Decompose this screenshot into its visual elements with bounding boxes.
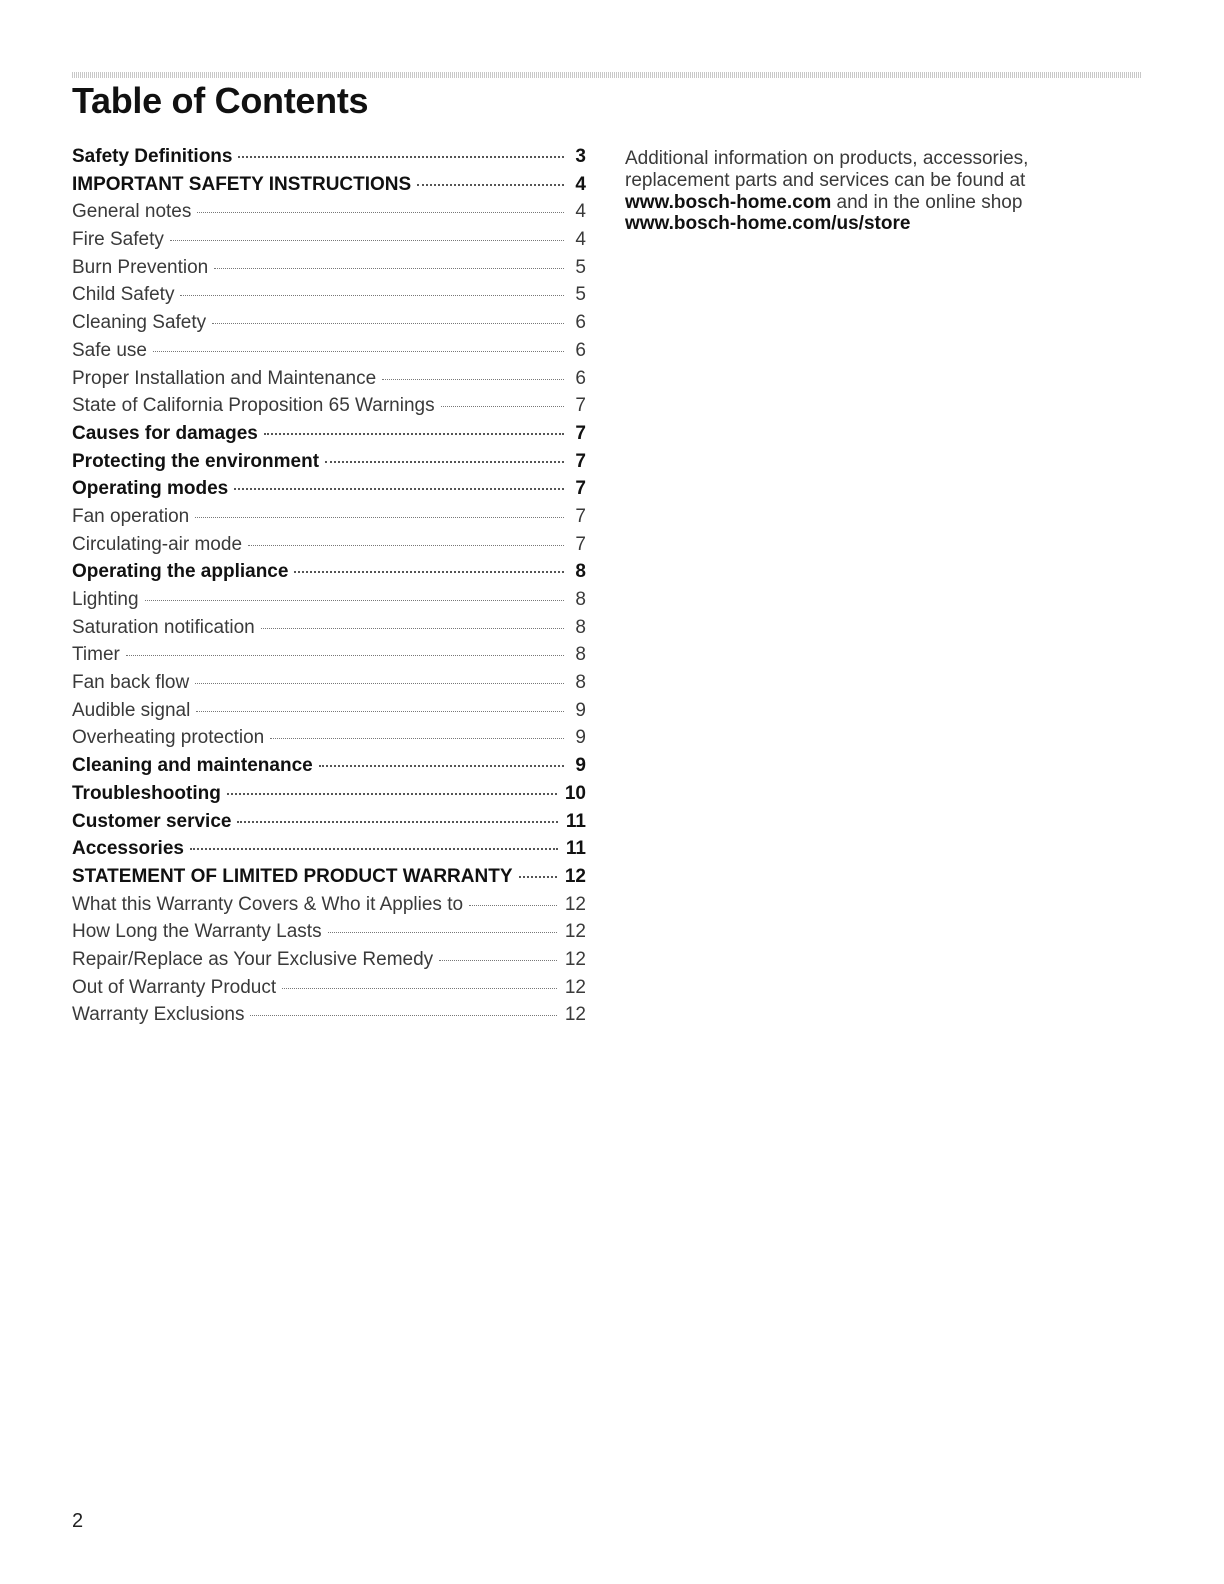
toc-entry-label: Timer xyxy=(72,644,120,666)
toc-dot-leader xyxy=(469,894,557,905)
toc-entry-label: Circulating-air mode xyxy=(72,533,243,555)
toc-entry-label: Operating the appliance xyxy=(72,561,289,583)
toc-entry[interactable] xyxy=(72,755,586,783)
toc-entry[interactable] xyxy=(72,229,586,257)
toc-entry-label: Saturation notification xyxy=(72,616,255,638)
toc-entry[interactable] xyxy=(72,644,586,672)
toc-entry-page: 6 xyxy=(575,367,586,389)
bosch-home-link[interactable]: www.bosch-home.com xyxy=(625,191,832,213)
table-of-contents xyxy=(72,146,586,1032)
toc-entry-label: Burn Prevention xyxy=(72,256,209,278)
toc-entry-page: 12 xyxy=(564,893,586,915)
toc-dot-leader xyxy=(439,950,557,961)
toc-dot-leader xyxy=(237,810,557,822)
toc-entry-page: 4 xyxy=(575,173,586,195)
page-title: Table of Contents xyxy=(72,80,369,121)
toc-entry[interactable] xyxy=(72,423,586,451)
toc-dot-leader xyxy=(270,728,564,739)
toc-entry-label: State of California Proposition 65 Warnings xyxy=(72,395,435,417)
toc-entry-label: General notes xyxy=(72,201,192,223)
toc-entry-label: Cleaning and maintenance xyxy=(72,755,313,777)
toc-dot-leader xyxy=(180,285,564,296)
toc-entry[interactable] xyxy=(72,146,586,174)
toc-entry-label: Fan operation xyxy=(72,505,190,527)
toc-dot-leader xyxy=(126,645,564,656)
toc-entry-page: 9 xyxy=(575,699,586,721)
top-rule xyxy=(72,72,1142,78)
toc-entry-label: IMPORTANT SAFETY INSTRUCTIONS xyxy=(72,173,412,195)
toc-entry-page: 5 xyxy=(575,256,586,278)
toc-entry[interactable] xyxy=(72,589,586,617)
toc-entry[interactable] xyxy=(72,312,586,340)
toc-entry[interactable] xyxy=(72,672,586,700)
toc-dot-leader xyxy=(195,507,564,518)
toc-dot-leader xyxy=(264,422,564,434)
toc-entry[interactable] xyxy=(72,949,586,977)
page-number: 2 xyxy=(72,1510,84,1532)
toc-dot-leader xyxy=(319,755,564,767)
toc-entry-label: Troubleshooting xyxy=(72,782,221,804)
toc-entry-page: 12 xyxy=(564,1004,586,1026)
toc-dot-leader xyxy=(282,977,557,988)
toc-dot-leader xyxy=(170,230,564,241)
toc-entry-page: 4 xyxy=(575,229,586,251)
toc-dot-leader xyxy=(294,561,564,573)
toc-entry[interactable] xyxy=(72,977,586,1005)
toc-dot-leader xyxy=(325,450,564,462)
toc-entry[interactable] xyxy=(72,257,586,285)
toc-entry[interactable] xyxy=(72,478,586,506)
toc-entry-page: 7 xyxy=(575,450,586,472)
additional-info xyxy=(625,148,1095,235)
toc-entry-page: 12 xyxy=(564,948,586,970)
toc-entry-label: Repair/Replace as Your Exclusive Remedy xyxy=(72,948,434,970)
toc-entry[interactable] xyxy=(72,451,586,479)
toc-entry[interactable] xyxy=(72,866,586,894)
toc-entry-page: 4 xyxy=(575,201,586,223)
toc-entry[interactable] xyxy=(72,700,586,728)
toc-entry[interactable] xyxy=(72,534,586,562)
toc-dot-leader xyxy=(227,782,557,794)
toc-entry[interactable] xyxy=(72,894,586,922)
toc-entry-label: What this Warranty Covers & Who it Applies to xyxy=(72,893,464,915)
toc-dot-leader xyxy=(214,257,564,268)
toc-entry-page: 8 xyxy=(575,561,586,583)
toc-entry-page: 12 xyxy=(564,976,586,998)
toc-dot-leader xyxy=(519,865,557,877)
toc-dot-leader xyxy=(328,922,557,933)
toc-dot-leader xyxy=(153,340,564,351)
toc-entry-label: Protecting the environment xyxy=(72,450,320,472)
toc-dot-leader xyxy=(250,1005,556,1016)
toc-dot-leader xyxy=(382,368,564,379)
toc-entry[interactable] xyxy=(72,1004,586,1032)
toc-entry-page: 7 xyxy=(575,395,586,417)
toc-entry-page: 8 xyxy=(575,616,586,638)
toc-entry[interactable] xyxy=(72,284,586,312)
toc-entry[interactable] xyxy=(72,811,586,839)
toc-entry[interactable] xyxy=(72,201,586,229)
toc-dot-leader xyxy=(441,396,564,407)
toc-entry-label: Safe use xyxy=(72,339,147,361)
toc-entry-page: 5 xyxy=(575,284,586,306)
toc-dot-leader xyxy=(238,146,564,158)
toc-dot-leader xyxy=(212,313,564,324)
toc-entry-page: 12 xyxy=(564,865,586,887)
toc-dot-leader xyxy=(234,478,564,490)
toc-entry-label: Fire Safety xyxy=(72,229,164,251)
toc-entry-page: 7 xyxy=(575,505,586,527)
toc-entry[interactable] xyxy=(72,506,586,534)
toc-entry-page: 7 xyxy=(575,533,586,555)
toc-entry-label: Overheating protection xyxy=(72,727,265,749)
toc-dot-leader xyxy=(145,590,564,601)
toc-entry-page: 9 xyxy=(575,727,586,749)
toc-entry[interactable] xyxy=(72,340,586,368)
toc-entry-page: 8 xyxy=(575,644,586,666)
toc-dot-leader xyxy=(197,202,564,213)
toc-entry-label: Customer service xyxy=(72,810,232,832)
toc-dot-leader xyxy=(417,173,564,185)
toc-entry[interactable] xyxy=(72,561,586,589)
toc-dot-leader xyxy=(190,838,558,850)
toc-dot-leader xyxy=(196,700,564,711)
toc-entry-label: Fan back flow xyxy=(72,672,190,694)
toc-entry[interactable] xyxy=(72,783,586,811)
toc-entry-label: Warranty Exclusions xyxy=(72,1004,245,1026)
toc-entry-page: 7 xyxy=(575,422,586,444)
toc-entry-page: 7 xyxy=(575,478,586,500)
toc-entry-label: How Long the Warranty Lasts xyxy=(72,921,322,943)
toc-entry-page: 6 xyxy=(575,339,586,361)
toc-entry-label: Cleaning Safety xyxy=(72,312,207,334)
toc-entry-page: 8 xyxy=(575,672,586,694)
toc-entry-page: 3 xyxy=(575,146,586,167)
toc-entry[interactable] xyxy=(72,617,586,645)
info-text-before: Additional information on products, accessories, replacement parts and services can be found at xyxy=(625,148,1029,191)
toc-entry[interactable] xyxy=(72,921,586,949)
toc-dot-leader xyxy=(195,673,564,684)
toc-entry-label: Causes for damages xyxy=(72,422,258,444)
toc-entry-page: 10 xyxy=(564,782,586,804)
toc-dot-leader xyxy=(261,617,564,628)
toc-entry-label: Lighting xyxy=(72,589,139,610)
toc-entry-page: 11 xyxy=(565,810,586,832)
toc-entry-label: Child Safety xyxy=(72,284,175,306)
info-text-middle: and in the online shop xyxy=(836,191,1023,213)
toc-entry-label: Operating modes xyxy=(72,478,229,500)
toc-entry[interactable] xyxy=(72,395,586,423)
toc-dot-leader xyxy=(248,534,564,545)
toc-entry-label: Audible signal xyxy=(72,699,191,721)
toc-entry[interactable] xyxy=(72,838,586,866)
toc-entry-label: STATEMENT OF LIMITED PRODUCT WARRANTY xyxy=(72,865,513,887)
toc-entry[interactable] xyxy=(72,368,586,396)
toc-entry-page: 9 xyxy=(575,755,586,777)
toc-entry[interactable] xyxy=(72,174,586,202)
toc-entry-label: Safety Definitions xyxy=(72,146,233,167)
toc-entry-page: 6 xyxy=(575,312,586,334)
toc-entry-label: Out of Warranty Product xyxy=(72,976,277,998)
toc-entry-label: Proper Installation and Maintenance xyxy=(72,367,377,389)
toc-entry[interactable] xyxy=(72,727,586,755)
online-shop-link[interactable]: www.bosch-home.com/us/store xyxy=(625,213,911,235)
toc-entry-page: 12 xyxy=(564,921,586,943)
toc-entry-page: 11 xyxy=(565,838,586,860)
toc-entry-page: 8 xyxy=(575,589,586,610)
toc-entry-label: Accessories xyxy=(72,838,184,860)
